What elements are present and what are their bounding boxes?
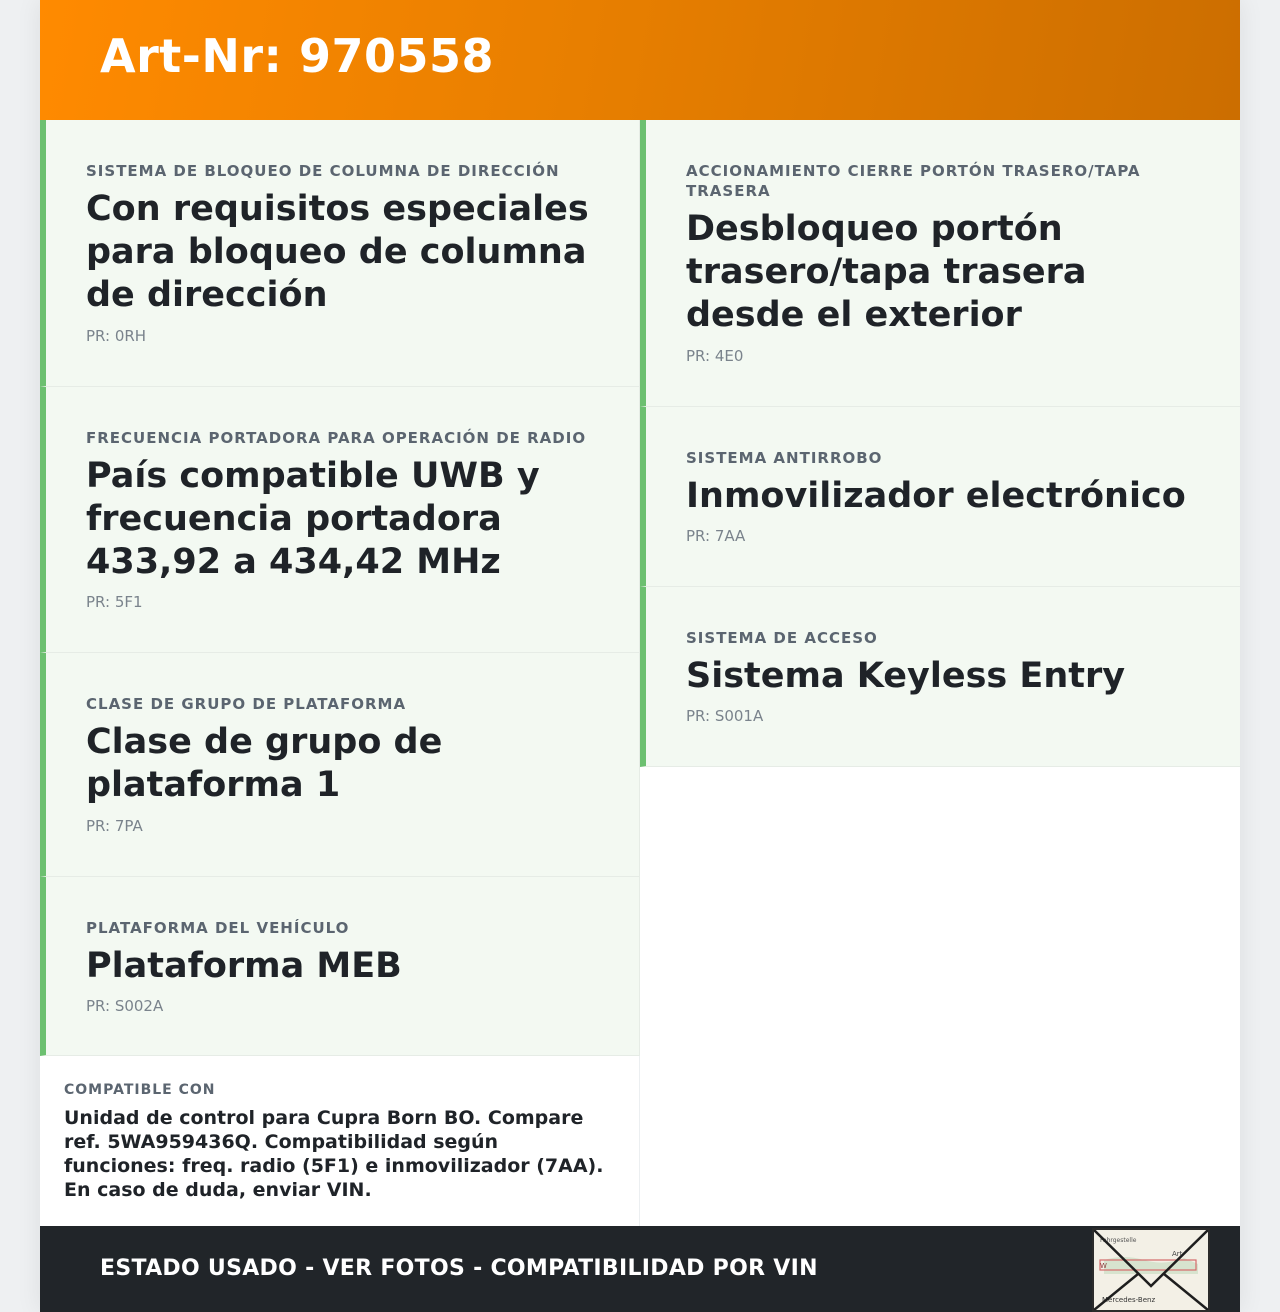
spec-card-access-system	[640, 587, 1240, 767]
envelope-stamp-icon	[1092, 1228, 1210, 1312]
spec-value: Clase de grupo de plataforma 1	[86, 722, 443, 805]
footer-text: ESTADO USADO - VER FOTOS - COMPATIBILIDAD POR VIN	[100, 1256, 818, 1281]
stamp-text-2: Mercedes-Benz	[1102, 1296, 1156, 1304]
spec-pr-code: PR: S002A	[86, 997, 164, 1015]
spec-value: Sistema Keyless Entry	[686, 656, 1126, 696]
spec-pr-code: PR: 7PA	[86, 817, 143, 835]
spec-value: Con requisitos especiales para bloqueo de columna de dirección	[86, 189, 589, 315]
spec-pr-code: PR: 4E0	[686, 347, 744, 365]
spec-value: Plataforma MEB	[86, 946, 402, 986]
spec-card-platform-class	[40, 653, 640, 877]
spec-pr-code: PR: 7AA	[686, 527, 746, 545]
spec-card-antitheft	[640, 407, 1240, 587]
spec-pr-code: PR: 5F1	[86, 593, 143, 611]
stamp-text-4: Art	[1172, 1250, 1183, 1258]
spec-pr-code: PR: S001A	[686, 707, 764, 725]
spec-card-radio-frequency	[40, 387, 640, 653]
header-bar	[40, 0, 1240, 120]
stamp-graphic	[1094, 1230, 1208, 1310]
spec-label: SISTEMA DE BLOQUEO DE COLUMNA DE DIRECCIÓN	[86, 162, 560, 180]
spec-card-steering-lock	[40, 120, 640, 387]
spec-label: SISTEMA DE ACCESO	[686, 629, 878, 647]
stamp-text-1: Fahrgestelle	[1100, 1237, 1137, 1244]
spec-pr-code: PR: 0RH	[86, 327, 147, 345]
spec-value: Inmovilizador electrónico	[686, 476, 1186, 516]
spec-label: FRECUENCIA PORTADORA PARA OPERACIÓN DE RADIO	[86, 429, 587, 447]
stamp-text-3: W	[1100, 1262, 1107, 1270]
compatibility-section	[40, 1056, 640, 1226]
product-sheet	[40, 0, 1240, 1312]
article-number-title: Art-Nr: 970558	[100, 29, 495, 83]
spec-label: PLATAFORMA DEL VEHÍCULO	[86, 919, 350, 937]
spec-value: Desbloqueo portón trasero/tapa trasera desde el exterior	[686, 209, 1087, 335]
footer-bar	[40, 1226, 1240, 1312]
spec-label: SISTEMA ANTIRROBO	[686, 449, 883, 467]
spec-card-vehicle-platform	[40, 877, 640, 1056]
compatibility-text: Unidad de control para Cupra Born BO. Compare ref. 5WA959436Q. Compatibilidad según funciones: freq. radio (5F1) e inmovilizador (7AA). En caso de duda, enviar VIN.	[64, 1107, 604, 1201]
spec-label: CLASE DE GRUPO DE PLATAFORMA	[86, 695, 407, 713]
compatibility-label: COMPATIBLE CON	[64, 1082, 216, 1098]
spec-label: ACCIONAMIENTO CIERRE PORTÓN TRASERO/TAPA TRASERA	[686, 162, 1141, 200]
spec-card-tailgate	[640, 120, 1240, 407]
spec-value: País compatible UWB y frecuencia portadora 433,92 a 434,42 MHz	[86, 456, 540, 582]
